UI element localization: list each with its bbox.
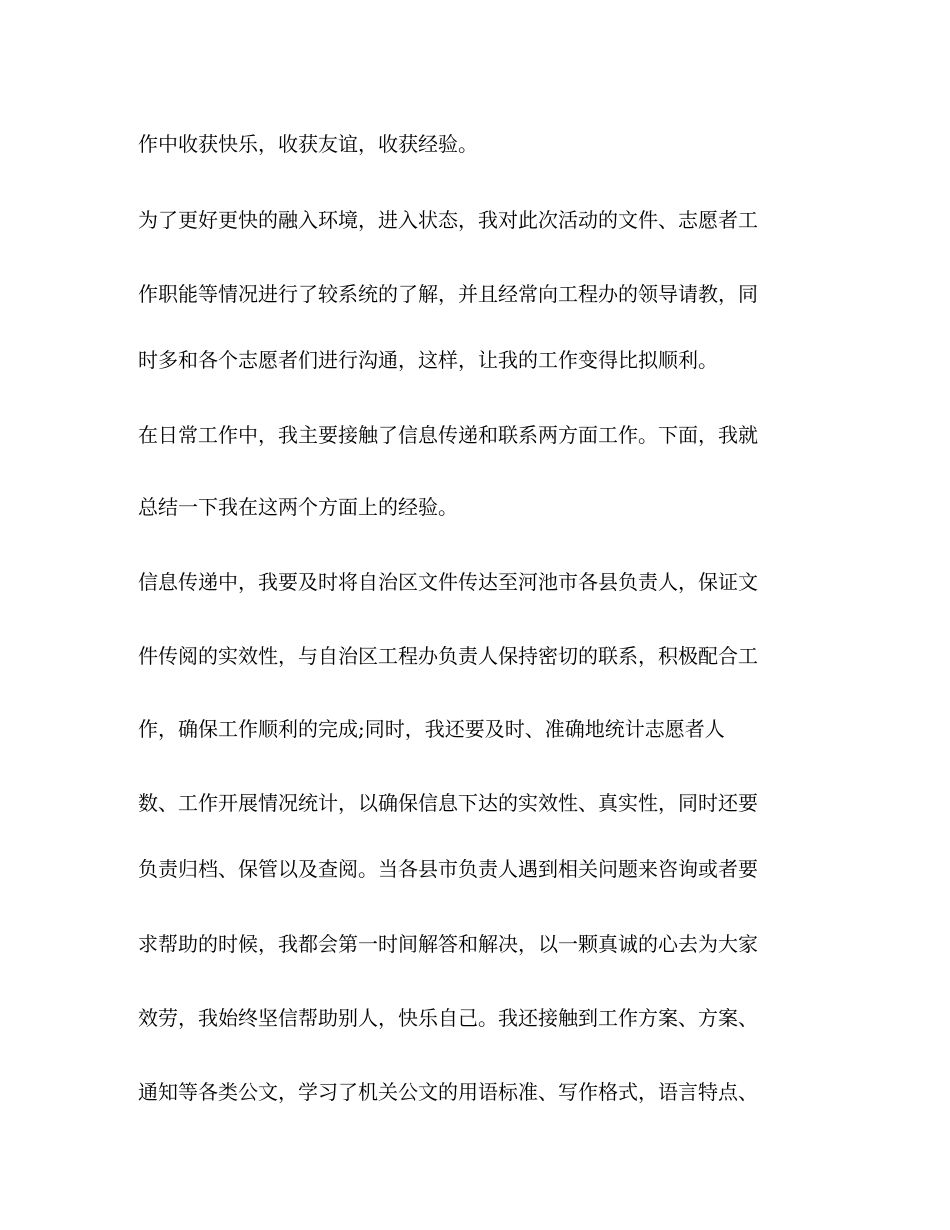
text-line: 时多和各个志愿者们进行沟通，这样，让我的工作变得比拟顺利。 bbox=[138, 348, 718, 372]
text-line: 信息传递中，我要及时将自治区文件传达至河池市各县负责人，保证文 bbox=[138, 570, 758, 594]
text-line: 负责归档、保管以及查阅。当各县市负责人遇到相关问题来咨询或者要 bbox=[138, 857, 758, 881]
text-line: 为了更好更快的融入环境，进入状态，我对此次活动的文件、志愿者工 bbox=[138, 208, 758, 232]
text-line: 总结一下我在这两个方面上的经验。 bbox=[138, 495, 458, 519]
text-line: 作中收获快乐，收获友谊，收获经验。 bbox=[138, 132, 478, 156]
text-line: 在日常工作中，我主要接触了信息传递和联系两方面工作。下面，我就 bbox=[138, 423, 758, 447]
text-line: 求帮助的时候，我都会第一时间解答和解决，以一颗真诚的心去为大家 bbox=[138, 932, 758, 956]
text-line: 作，确保工作顺利的完成;同时，我还要及时、准确地统计志愿者人 bbox=[138, 717, 725, 741]
text-line: 效劳，我始终坚信帮助别人，快乐自己。我还接触到工作方案、方案、 bbox=[138, 1006, 758, 1030]
text-line: 作职能等情况进行了较系统的了解，并且经常向工程办的领导请教，同 bbox=[138, 282, 758, 306]
text-line: 件传阅的实效性，与自治区工程办负责人保持密切的联系，积极配合工 bbox=[138, 644, 758, 668]
text-line: 通知等各类公文，学习了机关公文的用语标准、写作格式，语言特点、 bbox=[138, 1080, 758, 1104]
text-line: 数、工作开展情况统计，以确保信息下达的实效性、真实性，同时还要 bbox=[138, 791, 758, 815]
